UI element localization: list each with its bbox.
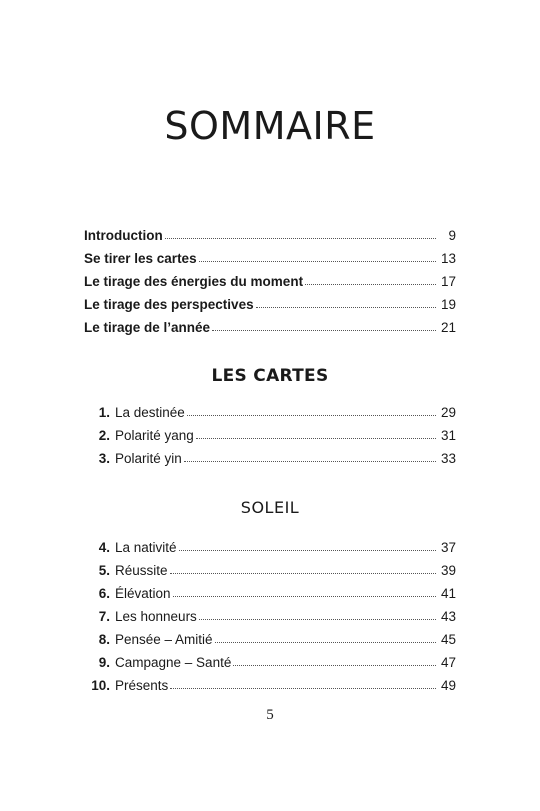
toc-entry[interactable] [84,624,456,647]
toc-entry-label: Le tirage des perspectives [84,297,254,312]
toc-entry[interactable] [84,555,456,578]
leader-dots [215,641,436,643]
toc-entry-label: Les honneurs [115,609,197,624]
toc-entry-page: 41 [440,586,456,601]
toc-entry[interactable] [84,670,456,693]
toc-entry-page: 19 [440,297,456,312]
toc-entry-page: 45 [440,632,456,647]
toc-entry-page: 37 [440,540,456,555]
toc-entry-number: 4. [98,540,110,555]
toc-entry[interactable] [84,578,456,601]
toc-entry[interactable] [84,220,456,243]
toc-entry-number: 6. [98,586,110,601]
toc-entry[interactable] [84,443,456,466]
leader-dots [184,460,436,462]
toc-entry-page: 9 [448,228,456,243]
toc-entry-page: 13 [440,251,456,266]
toc-entry-number: 7. [98,609,110,624]
leader-dots [170,572,436,574]
leader-dots [199,618,436,620]
toc-soleil-list [84,532,456,693]
toc-entry-page: 31 [440,428,456,443]
toc-entry-page: 49 [440,678,456,693]
toc-entry-label: Le tirage de l’année [84,320,211,335]
toc-entry-label: Réussite [115,563,168,578]
toc-entry[interactable] [84,266,456,289]
toc-entry-label: Polarité yang [115,428,194,443]
toc-entry-number: 5. [98,563,110,578]
toc-entry-number: 2. [98,428,110,443]
toc-entry-number: 1. [98,405,110,420]
toc-entry-number: 9. [98,655,110,670]
leader-dots [173,595,436,597]
leader-dots [305,283,436,285]
toc-entry[interactable] [84,243,456,266]
toc-entry-page: 21 [440,320,456,335]
toc-entry-label: La destinée [115,405,185,420]
page-number: 5 [266,707,274,723]
toc-entry-label: Pensée – Amitié [115,632,213,647]
toc-entry-page: 39 [440,563,456,578]
toc-entry-page: 33 [440,451,456,466]
leader-dots [187,414,436,416]
leader-dots [256,306,436,308]
toc-entry[interactable] [84,289,456,312]
section-heading-soleil: SOLEIL [240,498,300,517]
toc-entry-page: 47 [440,655,456,670]
toc-entry-page: 43 [440,609,456,624]
toc-entry-label: La nativité [115,540,177,555]
section-heading-cartes: LES CARTES [211,366,329,386]
toc-entry-number: 8. [98,632,110,647]
toc-entry-label: Élévation [115,586,171,601]
toc-entry-page: 29 [440,405,456,420]
toc-entry[interactable] [84,647,456,670]
toc-entry-number: 10. [91,678,110,693]
leader-dots [233,664,436,666]
toc-entry-label: Polarité yin [115,451,182,466]
toc-entry-label: Présents [115,678,169,693]
toc-entry-label: Campagne – Santé [115,655,232,670]
leader-dots [170,687,436,689]
toc-cartes-list [84,397,456,466]
leader-dots [199,260,436,262]
leader-dots [165,237,436,239]
toc-entry[interactable] [84,532,456,555]
toc-entry[interactable] [84,601,456,624]
leader-dots [179,549,436,551]
toc-entry-label: Introduction [84,228,163,243]
toc-entry[interactable] [84,312,456,335]
page-title: SOMMAIRE [164,104,376,148]
toc-entry-page: 17 [440,274,456,289]
toc-entry[interactable] [84,397,456,420]
toc-entry-label: Le tirage des énergies du moment [84,274,304,289]
leader-dots [212,329,436,331]
toc-intro-list [84,220,456,335]
leader-dots [196,437,436,439]
toc-entry-label: Se tirer les cartes [84,251,197,266]
toc-entry-number: 3. [98,451,110,466]
toc-entry[interactable] [84,420,456,443]
